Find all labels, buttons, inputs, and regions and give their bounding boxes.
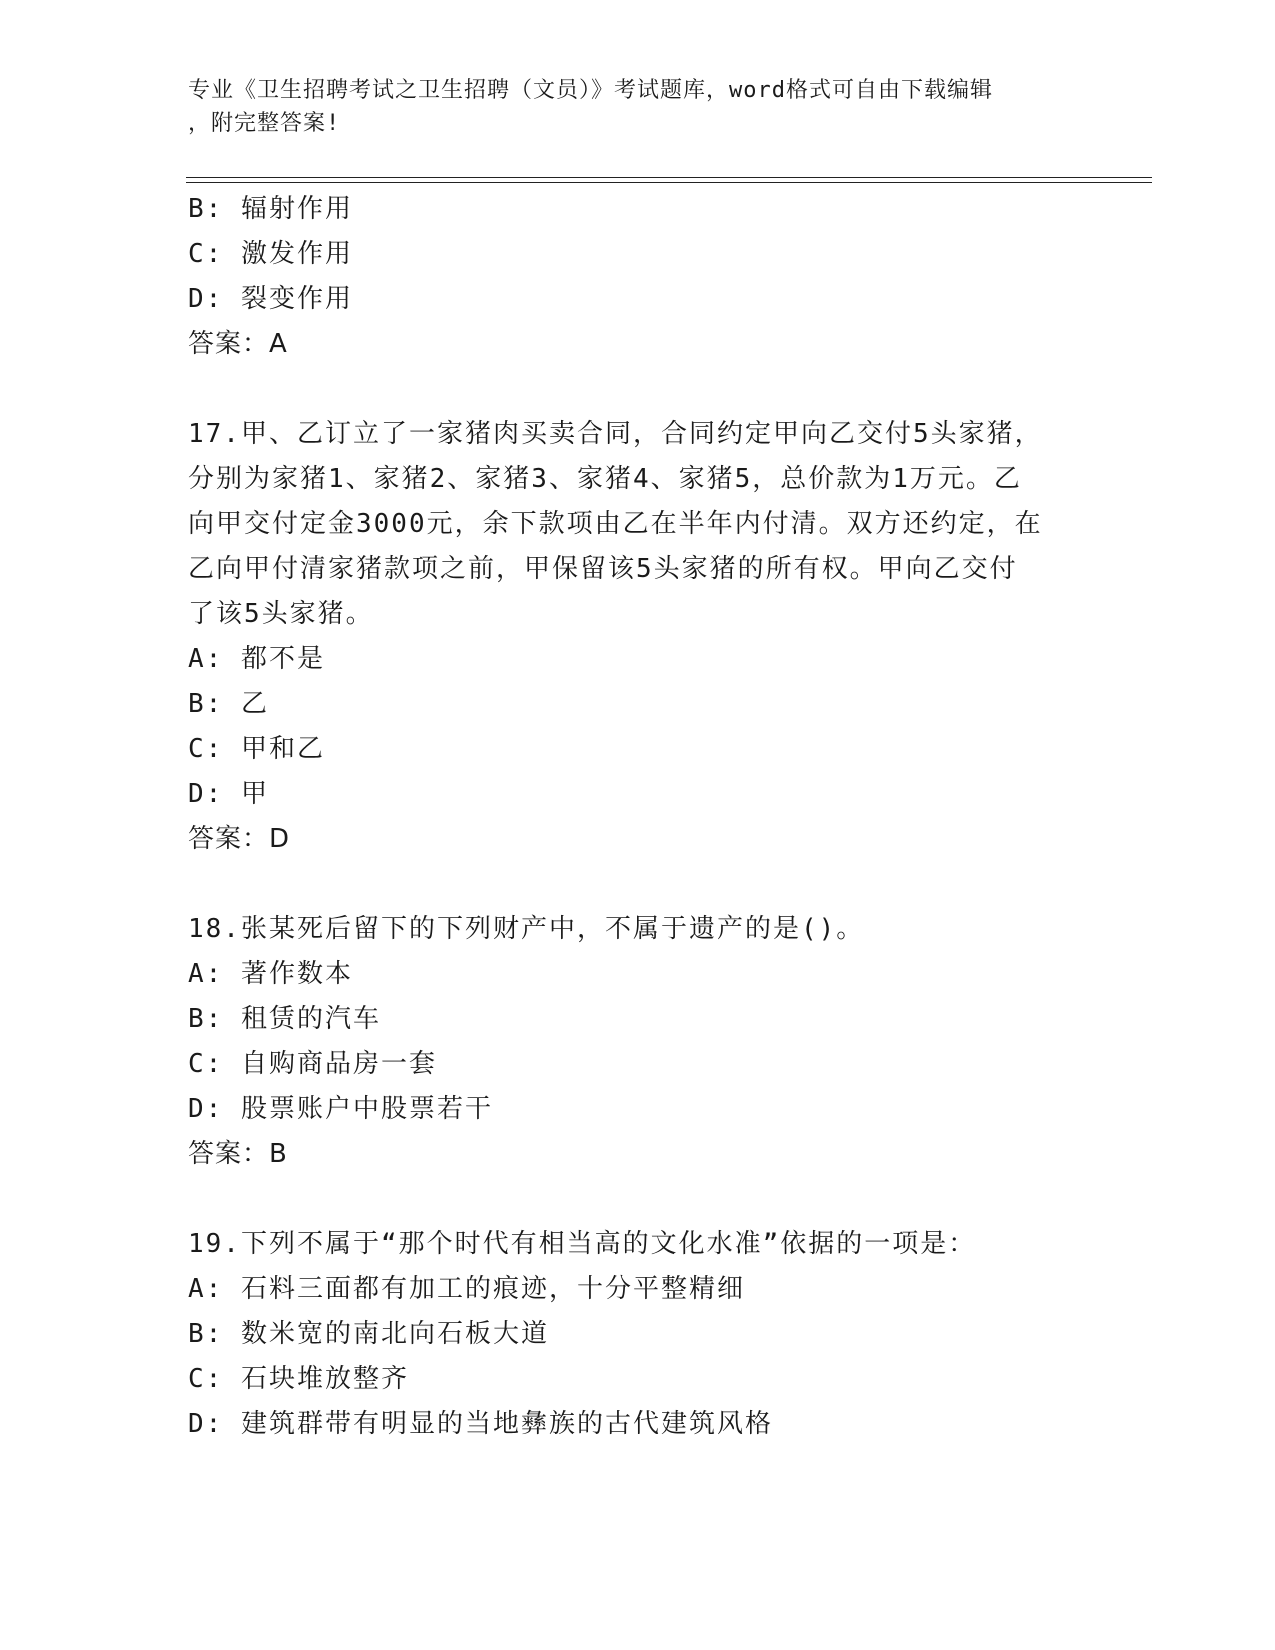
q18-stem: 18.张某死后留下的下列财产中，不属于遗产的是()。	[188, 914, 865, 944]
q17-stem-line-2: 分别为家猪1、家猪2、家猪3、家猪4、家猪5，总价款为1万元。乙	[188, 464, 1022, 494]
q19-option-a: A: 石料三面都有加工的痕迹，十分平整精细	[188, 1274, 745, 1304]
q16-option-c: C: 激发作用	[188, 239, 353, 269]
q18-answer: 答案：B	[188, 1139, 288, 1169]
q18-option-b: B: 租赁的汽车	[188, 1004, 381, 1034]
document-header	[188, 74, 1088, 140]
q16-option-b: B: 辐射作用	[188, 194, 353, 224]
header-divider-top	[186, 177, 1152, 178]
q17-stem-line-5: 了该5头家猪。	[188, 599, 374, 629]
q18-option-d: D: 股票账户中股票若干	[188, 1094, 493, 1124]
q19-option-b: B: 数米宽的南北向石板大道	[188, 1319, 549, 1349]
q17-stem-line-1: 17.甲、乙订立了一家猪肉买卖合同，合同约定甲向乙交付5头家猪，	[188, 419, 1043, 449]
q17-stem-line-4: 乙向甲付清家猪款项之前，甲保留该5头家猪的所有权。甲向乙交付	[188, 554, 1018, 584]
header-title-line-1: 专业《卫生招聘考试之卫生招聘（文员）》考试题库，word格式可自由下载编辑	[188, 78, 993, 103]
q17-option-d: D: 甲	[188, 779, 269, 809]
q16-option-d: D: 裂变作用	[188, 284, 353, 314]
q18-option-c: C: 自购商品房一套	[188, 1049, 437, 1079]
q19-option-d: D: 建筑群带有明显的当地彝族的古代建筑风格	[188, 1409, 773, 1439]
q17-option-b: B: 乙	[188, 689, 269, 719]
q17-option-a: A: 都不是	[188, 644, 325, 674]
q19-stem: 19.下列不属于“那个时代有相当高的文化水准”依据的一项是：	[188, 1229, 977, 1259]
header-title-line-2: ，附完整答案!	[188, 111, 341, 136]
header-divider-bottom	[186, 182, 1152, 183]
q19-option-c: C: 石块堆放整齐	[188, 1364, 409, 1394]
q16-answer: 答案：A	[188, 329, 288, 359]
q18-option-a: A: 著作数本	[188, 959, 353, 989]
q17-answer: 答案：D	[188, 824, 291, 854]
q17-option-c: C: 甲和乙	[188, 734, 325, 764]
q17-stem-line-3: 向甲交付定金3000元，余下款项由乙在半年内付清。双方还约定，在	[188, 509, 1043, 539]
